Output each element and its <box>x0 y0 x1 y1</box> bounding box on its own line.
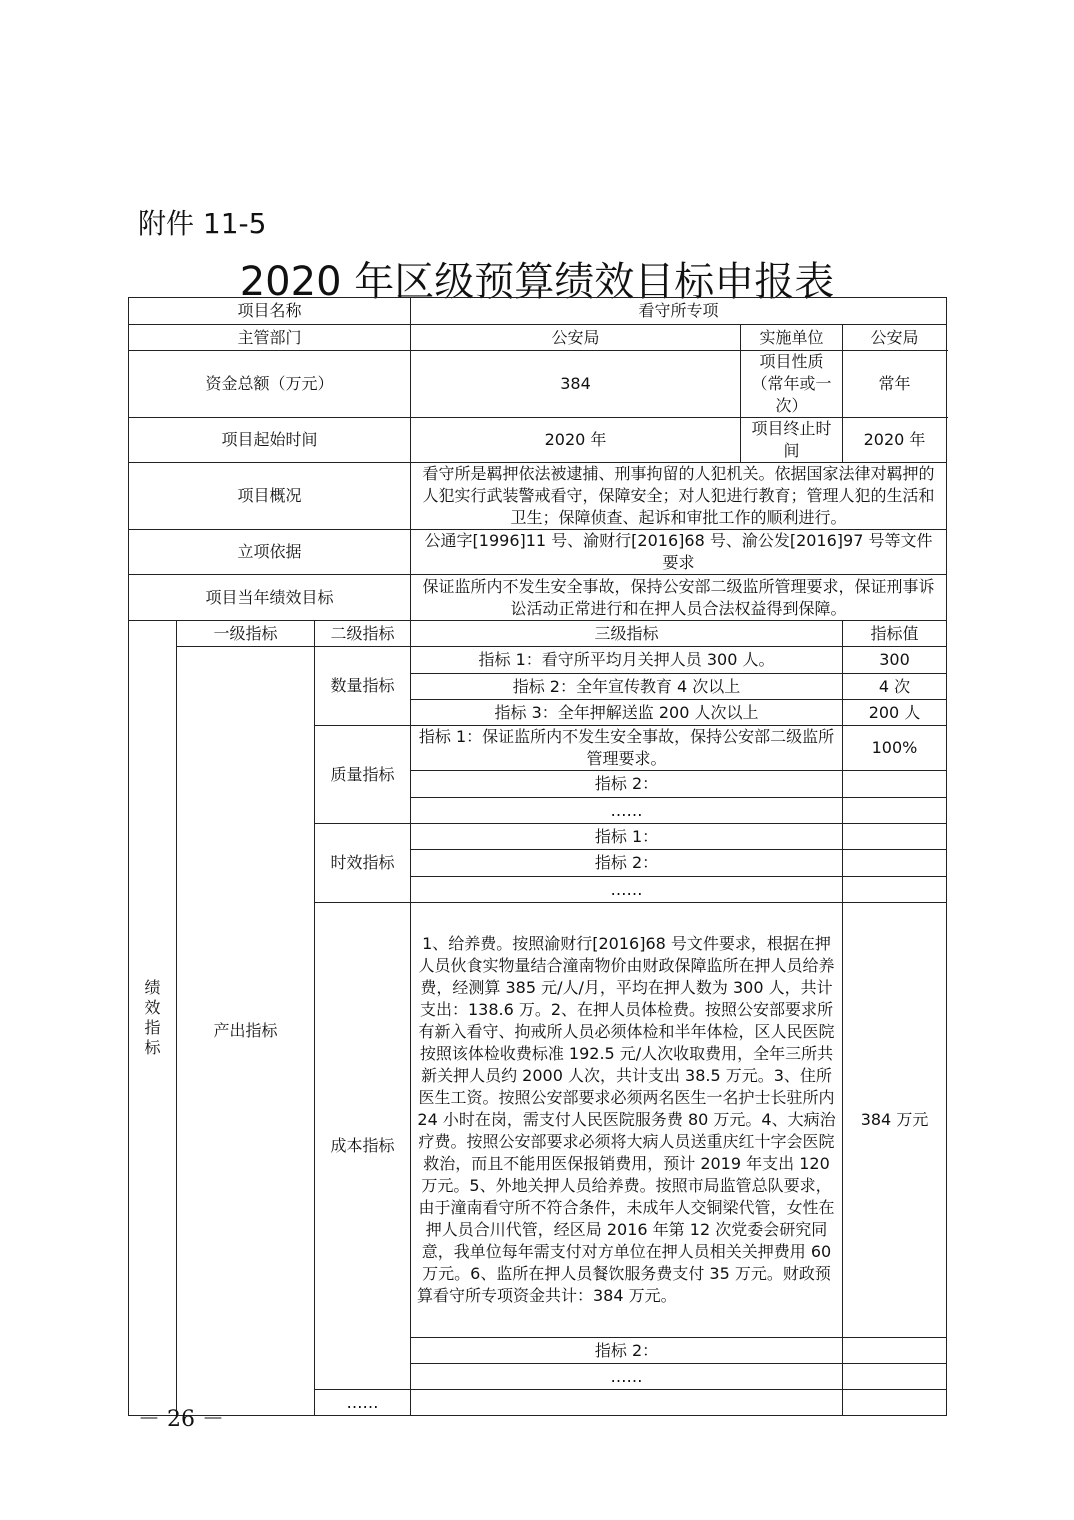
fund-label: 资金总额（万元） <box>129 351 411 418</box>
quality-item-1: 指标 1：保证监所内不发生安全事故，保持公安部二级监所管理要求。 <box>411 726 843 771</box>
level1-output: 产出指标 <box>177 647 315 1416</box>
row-indicator-header <box>129 621 947 647</box>
nature-label: 项目性质（常年或一次） <box>741 351 843 418</box>
quality-label: 质量指标 <box>315 726 411 824</box>
start-label: 项目起始时间 <box>129 418 411 463</box>
project-name-value: 看守所专项 <box>411 298 947 325</box>
col-level2: 二级指标 <box>315 621 411 647</box>
quantity-value-2: 4 次 <box>843 674 947 700</box>
cost-label: 成本指标 <box>315 903 411 1390</box>
overview-value: 看守所是羁押依法被逮捕、刑事拘留的人犯机关。依据国家法律对羁押的人犯实行武装警戒看守，保障安全；对人犯进行教育；管理人犯的生活和卫生；保障侦查、起诉和审批工作的顺利进行。 <box>411 463 947 530</box>
quality-item-3: …… <box>411 798 843 824</box>
attachment-number: 附件 11-5 <box>138 207 267 240</box>
cost-value-3 <box>843 1364 947 1390</box>
quantity-item-2: 指标 2：全年宣传教育 4 次以上 <box>411 674 843 700</box>
section-label: 绩效指标 <box>144 978 161 1057</box>
start-value: 2020 年 <box>411 418 741 463</box>
cost-item-2: 指标 2： <box>411 1338 843 1364</box>
quality-item-2: 指标 2： <box>411 771 843 798</box>
goal-label: 项目当年绩效目标 <box>129 575 411 621</box>
table-row <box>129 647 947 674</box>
cost-value-1: 384 万元 <box>843 903 947 1338</box>
timeliness-label: 时效指标 <box>315 824 411 903</box>
basis-label: 立项依据 <box>129 530 411 575</box>
row-time <box>129 418 947 463</box>
more-level3-empty <box>411 1390 843 1416</box>
cost-item-3: …… <box>411 1364 843 1390</box>
cost-item-1: 1、给养费。按照渝财行[2016]68 号文件要求，根据在押人员伙食实物量结合潼南物价由财政保障监所在押人员给养费，经测算 385 元/人/月，平均在押人数为 300 人，共计支出：138.6 万。2、在押人员体检费。按照公安部要求所有新入看守、拘戒所人员必须体检和半年体检，区人民医院按照该体检收费标准 192.5 元/人次收取费用，全年三所共新关押人员约 2000 人次，共计支出 38.5 万元。3、住所医生工资。按照公安部要求必须两名医生一名护士长驻所内 24 小时在岗，需支付人民医院服务费 80 万元。4、大病治疗费。按照公安部要求必须将大病人员送重庆红十字会医院救治，而且不能用医保报销费用，预计 2019 年支出 120 万元。5、外地关押人员给养费。按照市局监管总队要求，由于潼南看守所不符合条件，未成年人交铜梁代管，女性在押人员合川代管，经区局 2016 年第 12 次党委会研究同意，我单位每年需支付对方单位在押人员相关关押费用 60 万元。6、监所在押人员餐饮服务费支付 35 万元。财政预算看守所专项资金共计：384 万元。 <box>411 903 843 1338</box>
timeliness-value-3 <box>843 877 947 903</box>
quality-value-2 <box>843 771 947 798</box>
col-level3: 三级指标 <box>411 621 843 647</box>
quantity-value-3: 200 人 <box>843 700 947 726</box>
col-value: 指标值 <box>843 621 947 647</box>
row-fund <box>129 351 947 418</box>
nature-value: 常年 <box>843 351 947 418</box>
dept-value: 公安局 <box>411 325 741 351</box>
more-level2: …… <box>315 1390 411 1416</box>
page-number: － 26 － <box>138 1407 224 1432</box>
basis-value: 公通字[1996]11 号、渝财行[2016]68 号、渝公发[2016]97 号等文件要求 <box>411 530 947 575</box>
overview-label: 项目概况 <box>129 463 411 530</box>
timeliness-item-3: …… <box>411 877 843 903</box>
cost-value-2 <box>843 1338 947 1364</box>
timeliness-value-2 <box>843 850 947 877</box>
project-name-label: 项目名称 <box>129 298 411 325</box>
row-overview <box>129 463 947 530</box>
goal-value: 保证监所内不发生安全事故，保持公安部二级监所管理要求，保证刑事诉讼活动正常进行和在押人员合法权益得到保障。 <box>411 575 947 621</box>
impl-label: 实施单位 <box>741 325 843 351</box>
row-basis <box>129 530 947 575</box>
quality-value-3 <box>843 798 947 824</box>
quantity-label: 数量指标 <box>315 647 411 726</box>
budget-performance-form <box>128 297 947 1416</box>
quantity-item-3: 指标 3：全年押解送监 200 人次以上 <box>411 700 843 726</box>
col-level1: 一级指标 <box>177 621 315 647</box>
end-label: 项目终止时间 <box>741 418 843 463</box>
impl-value: 公安局 <box>843 325 947 351</box>
performance-indicator-section <box>129 621 177 1416</box>
fund-value: 384 <box>411 351 741 418</box>
row-project-name <box>129 298 947 325</box>
quantity-item-1: 指标 1：看守所平均月关押人员 300 人。 <box>411 647 843 674</box>
row-goal <box>129 575 947 621</box>
end-value: 2020 年 <box>843 418 947 463</box>
quantity-value-1: 300 <box>843 647 947 674</box>
timeliness-item-1: 指标 1： <box>411 824 843 850</box>
timeliness-item-2: 指标 2： <box>411 850 843 877</box>
quality-value-1: 100% <box>843 726 947 771</box>
more-value-empty <box>843 1390 947 1416</box>
timeliness-value-1 <box>843 824 947 850</box>
form-title: 2020 年区级预算绩效目标申报表 <box>239 259 835 305</box>
dept-label: 主管部门 <box>129 325 411 351</box>
row-department <box>129 325 947 351</box>
